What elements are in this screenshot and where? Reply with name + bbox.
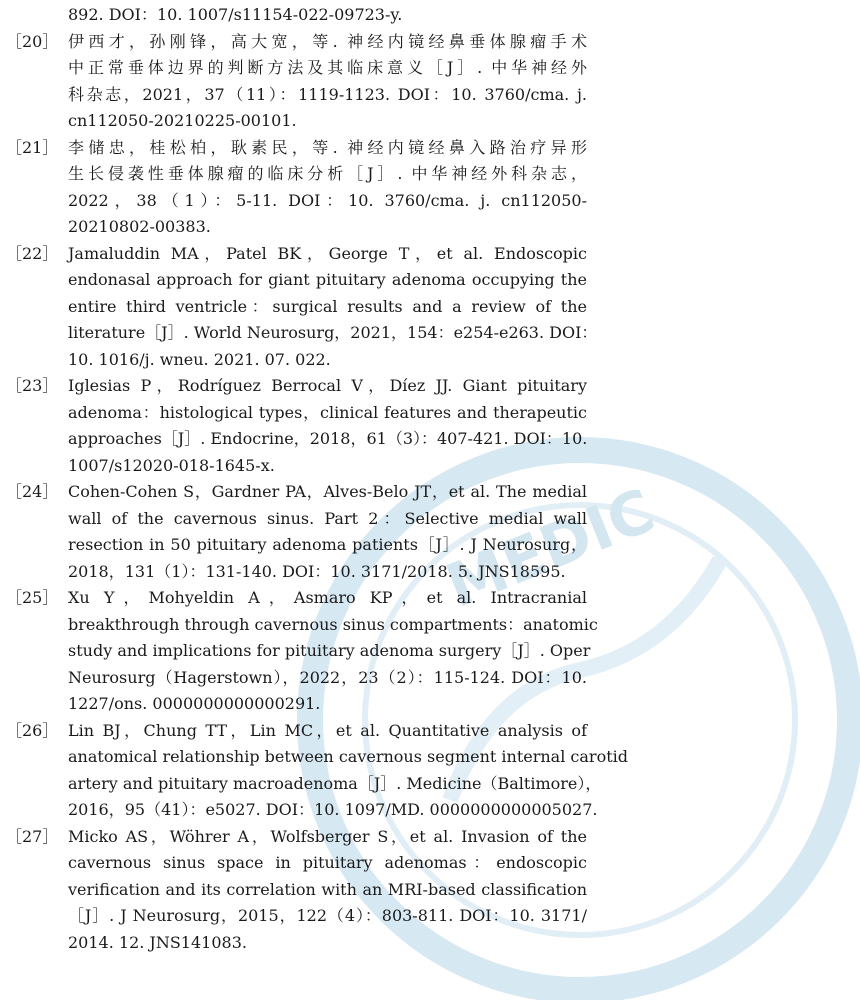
reference-line: Lin BJ，Chung TT，Lin MC，et al. Quantitative analysis of [68, 720, 587, 740]
reference-line: Xu Y，Mohyeldin A，Asmaro KP，et al. Intracranial [68, 588, 587, 607]
continued-reference-line: 892. DOI：10. 1007/s11154-022-09723-y. [68, 5, 403, 24]
reference-number: ［21］ [6, 137, 59, 157]
reference-line: 20210802-00383. [68, 217, 211, 236]
reference-line: Neurosurg（Hagerstown），2022，23（2）：115-124. DOI：10. [68, 667, 587, 687]
reference-line: wall of the cavernous sinus. Part 2：Selective medial wall [68, 508, 587, 528]
reference-line: cavernous sinus space in pituitary adenomas：endoscopic [68, 853, 587, 872]
reference-line: Micko AS，Wöhrer A，Wolfsberger S，et al. Invasion of the [68, 826, 587, 846]
reference-entry [6, 135, 587, 241]
reference-line: 生长侵袭性垂体腺瘤的临床分析［J］. 中华神经外科杂志， [68, 164, 587, 183]
reference-line: 中正常垂体边界的判断方法及其临床意义［J］. 中华神经外 [68, 58, 587, 77]
reference-line: endonasal approach for giant pituitary adenoma occupying the [68, 270, 587, 289]
reference-line: 10. 1016/j. wneu. 2021. 07. 022. [68, 349, 331, 369]
reference-number: ［22］ [6, 243, 59, 263]
reference-entry [6, 241, 598, 374]
reference-line: cn112050-20210225-00101. [68, 111, 297, 130]
reference-text [68, 241, 598, 374]
reference-number: ［27］ [6, 826, 59, 846]
reference-number: ［23］ [6, 376, 59, 395]
reference-text [68, 718, 628, 824]
references-container [6, 29, 628, 957]
reference-line: approaches［J］. Endocrine，2018，61（3）：407-421. DOI：10. [68, 429, 588, 448]
reference-line: 2014. 12. JNS141083. [68, 932, 247, 952]
reference-text [68, 373, 587, 479]
reference-line: 2016，95（41）：e5027. DOI：10. 1097/MD. 0000000000005027. [68, 800, 598, 819]
reference-entry [6, 585, 598, 718]
reference-number: ［24］ [6, 482, 59, 501]
reference-line: artery and pituitary macroadenoma［J］. Medicine（Baltimore）， [68, 773, 602, 793]
reference-text [68, 135, 587, 241]
reference-entry [6, 29, 587, 135]
reference-line: 科杂志，2021，37（11）：1119-1123. DOI：10. 3760/cma. j. [68, 84, 587, 104]
reference-line: 1007/s12020-018-1645-x. [68, 455, 275, 475]
reference-number: ［25］ [6, 588, 59, 607]
reference-line: 李储忠，桂松柏，耿素民，等. 神经内镜经鼻入路治疗异形 [68, 137, 587, 157]
reference-number: ［20］ [6, 31, 59, 51]
reference-text [68, 29, 587, 135]
reference-line: 伊西才，孙刚锋，高大宽，等. 神经内镜经鼻垂体腺瘤手术 [68, 31, 587, 51]
reference-line: anatomical relationship between cavernous segment internal carotid [68, 747, 628, 766]
reference-line: adenoma：histological types，clinical features and therapeutic [68, 402, 587, 422]
reference-line: entire third ventricle：surgical results and a review of the [68, 296, 587, 316]
reference-line: study and implications for pituitary adenoma surgery［J］. Oper [68, 641, 591, 660]
reference-line: ［J］. J Neurosurg，2015，122（4）：803-811. DOI：10. 3171/ [68, 906, 587, 925]
reference-entry [6, 824, 587, 957]
reference-line: verification and its correlation with an MRI-based classification [68, 879, 587, 899]
reference-line: Iglesias P，Rodríguez Berrocal V，Díez JJ. Giant pituitary [68, 376, 587, 395]
reference-line: resection in 50 pituitary adenoma patients［J］. J Neurosurg， [68, 535, 587, 554]
reference-text [68, 479, 587, 585]
reference-line: 2022，38（1）：5-11. DOI：10. 3760/cma. j. cn112050- [68, 190, 587, 210]
reference-line: 2018，131（1）：131-140. DOI：10. 3171/2018. 5. JNS18595. [68, 561, 566, 581]
reference-entry [6, 373, 587, 479]
watermark-text: MEDIC [436, 475, 665, 622]
reference-line: Jamaluddin MA，Patel BK，George T，et al. Endoscopic [68, 243, 587, 263]
reference-number: ［26］ [6, 720, 59, 740]
reference-line: 1227/ons. 0000000000000291. [68, 694, 321, 713]
reference-line: breakthrough through cavernous sinus compartments：anatomic [68, 614, 598, 634]
reference-entry [6, 479, 587, 585]
reference-text [68, 585, 598, 718]
reference-text [68, 824, 587, 957]
reference-line: literature［J］. World Neurosurg，2021，154：e254-e263. DOI： [68, 323, 598, 342]
reference-entry [6, 718, 628, 824]
reference-line: Cohen-Cohen S，Gardner PA，Alves-Belo JT，et al. The medial [68, 482, 587, 501]
